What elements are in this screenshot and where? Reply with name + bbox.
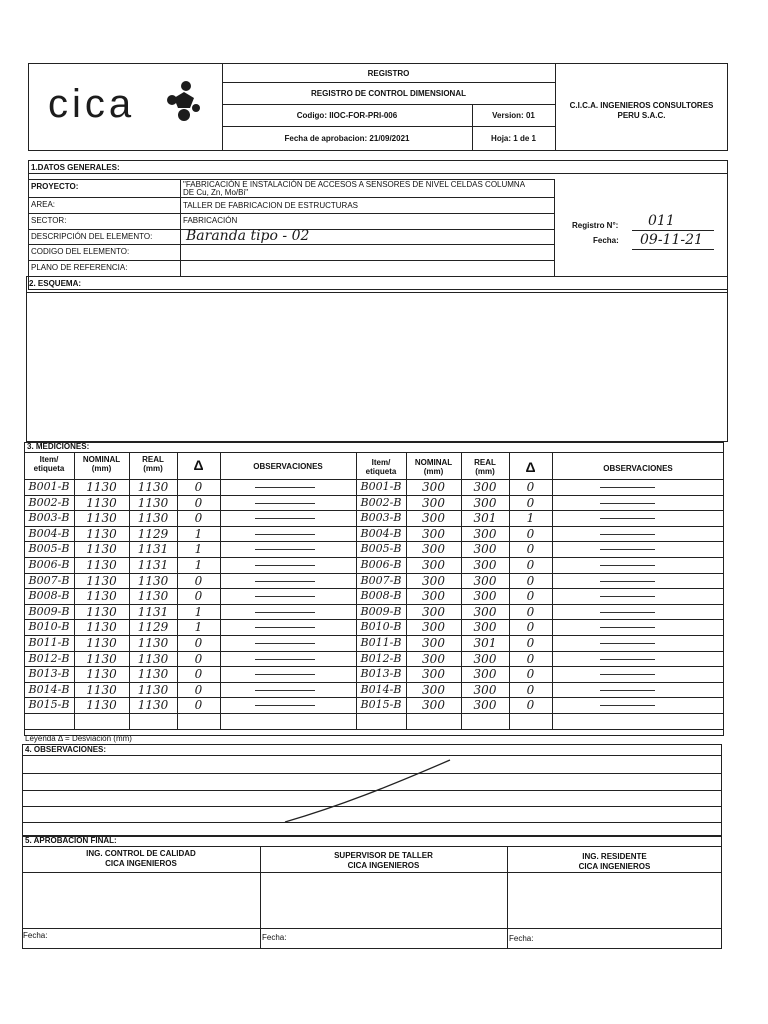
cell-real-left: 1130: [137, 480, 169, 494]
cell-real-right: 300: [473, 542, 497, 557]
project-value-line2: DE Cu, Zn, Mo/Bi": [183, 188, 249, 197]
cell-delta-left: 0: [194, 698, 203, 713]
cell-nominal-right: 300: [422, 589, 445, 604]
cell-delta-right: 0: [526, 558, 535, 572]
company-name-line2: PERU S.A.C.: [617, 111, 666, 120]
observation-dash-left: [255, 565, 315, 566]
observation-dash-right: [600, 503, 655, 504]
observation-dash-left: [255, 596, 315, 597]
cell-nominal-left: 1130: [86, 495, 117, 510]
cell-delta-right: 0: [526, 682, 535, 697]
approval-date-supervisor: Fecha:: [262, 933, 287, 942]
header-item-right: Item/ etiqueta: [365, 458, 397, 476]
cell-delta-left: 0: [194, 636, 203, 650]
cell-nominal-right: 300: [422, 526, 445, 541]
section-1-title: 1.DATOS GENERALES:: [31, 163, 120, 172]
table-col-rule: [552, 452, 553, 729]
header-nominal: NOMINAL (mm): [82, 455, 121, 473]
cell-real-left: 1130: [137, 682, 169, 697]
cell-delta-left: 1: [194, 604, 203, 619]
fecha-underline: [632, 249, 714, 250]
approval-date: Fecha de aprobacion: 21/09/2021: [284, 134, 410, 143]
company-name: C.I.C.A. INGENIEROS CONSULTORES: [569, 101, 714, 110]
cell-nominal-right: 300: [422, 480, 445, 494]
approval-quality-title: ING. CONTROL DE CALIDAD CICA INGENIEROS: [86, 849, 196, 868]
cell-nominal-left: 1130: [86, 604, 117, 619]
cell-nominal-left: 1130: [86, 526, 117, 541]
page-number: Hoja: 1 de 1: [491, 134, 536, 143]
label-project: PROYECTO:: [31, 182, 79, 191]
cell-delta-right: 0: [526, 698, 535, 713]
cell-real-left: 1130: [137, 511, 169, 526]
cell-nominal-right: 300: [422, 620, 445, 635]
row-rule: [28, 173, 728, 174]
cell-real-left: 1130: [137, 573, 169, 588]
cell-real-right: 300: [473, 495, 497, 510]
observation-dash-right: [600, 534, 655, 535]
cell-real-left: 1130: [137, 636, 169, 650]
observation-dash-right: [600, 549, 655, 550]
cell-delta-right: 0: [526, 573, 535, 588]
observation-dash-left: [255, 674, 315, 675]
cell-delta-left: 0: [194, 651, 203, 666]
cell-delta-left: 0: [194, 511, 203, 526]
cell-delta-right: 0: [526, 542, 535, 557]
cell-real-left: 1130: [137, 667, 169, 682]
cell-real-right: 300: [473, 604, 497, 619]
cell-nominal-right: 300: [422, 651, 445, 666]
cell-item-right: B009-B: [360, 604, 402, 618]
cell-delta-right: 0: [526, 620, 535, 635]
cell-real-left: 1131: [137, 604, 169, 619]
observation-dash-left: [255, 581, 315, 582]
cell-item-right: B006-B: [360, 558, 402, 571]
observation-dash-right: [600, 627, 655, 628]
sector-value: FABRICACIÓN: [183, 216, 238, 225]
fecha-label: Fecha:: [593, 236, 619, 245]
cell-nominal-right: 300: [422, 636, 445, 650]
observation-dash-left: [255, 705, 315, 706]
cell-real-right: 301: [473, 511, 497, 526]
fecha-value: 09-11-21: [640, 232, 703, 248]
observation-dash-left: [255, 643, 315, 644]
observation-dash-left: [255, 549, 315, 550]
header-observations-right: OBSERVACIONES: [603, 464, 673, 473]
cell-delta-right: 0: [526, 636, 535, 650]
cell-item-right: B001-B: [360, 480, 402, 493]
cell-nominal-right: 300: [422, 558, 445, 572]
cell-nominal-right: 300: [422, 542, 445, 557]
cell-item-left: B009-B: [28, 604, 70, 618]
row-rule: [28, 213, 554, 214]
header-delta: Δ: [193, 457, 204, 473]
cell-item-left: B004-B: [28, 526, 70, 540]
cell-real-right: 300: [473, 526, 497, 541]
cell-delta-right: 0: [526, 480, 535, 494]
table-row-rule: [24, 729, 724, 730]
table-col-rule: [220, 452, 221, 729]
cell-nominal-left: 1130: [86, 698, 117, 713]
label-element-code: CODIGO DEL ELEMENTO:: [31, 247, 130, 256]
cell-real-right: 300: [473, 651, 497, 666]
observation-dash-right: [600, 674, 655, 675]
row-rule: [28, 244, 554, 245]
observation-dash-left: [255, 659, 315, 660]
label-area: AREA:: [31, 200, 56, 209]
cell-nominal-right: 300: [422, 511, 445, 526]
cell-delta-left: 0: [194, 480, 203, 494]
cell-delta-left: 1: [194, 558, 203, 572]
project-value: "FABRICACIÓN E INSTALACIÓN DE ACCESOS A SENSORES DE NIVEL CELDAS COLUMNA: [183, 180, 526, 189]
cell-real-left: 1130: [137, 589, 169, 604]
label-description: DESCRIPCIÓN DEL ELEMENTO:: [31, 232, 153, 241]
observation-dash-right: [600, 518, 655, 519]
cell-nominal-right: 300: [422, 667, 445, 682]
legend: Leyenda Δ = Desviación (mm): [25, 734, 132, 743]
observation-dash-left: [255, 503, 315, 504]
schema-frame: [26, 276, 728, 442]
approval-resident-title: ING. RESIDENTE CICA INGENIEROS: [578, 852, 651, 871]
cell-nominal-right: 300: [422, 682, 445, 697]
section-3-title: 3. MEDICIONES:: [27, 442, 90, 451]
cell-delta-right: 0: [526, 589, 535, 604]
cell-item-right: B003-B: [360, 511, 402, 525]
header-item: Item/ etiqueta: [33, 455, 65, 473]
cell-item-left: B015-B: [28, 698, 70, 712]
header-real: REAL (mm): [142, 455, 164, 473]
header-nominal-right: NOMINAL (mm): [414, 458, 453, 476]
row-rule: [26, 292, 728, 293]
approval-supervisor-title: SUPERVISOR DE TALLER CICA INGENIEROS: [334, 851, 433, 870]
cell-nominal-right: 300: [422, 604, 445, 619]
cell-item-right: B008-B: [360, 589, 402, 603]
company-logo-icon: [160, 78, 206, 124]
observation-dash-right: [600, 581, 655, 582]
row-rule: [22, 846, 722, 847]
cell-item-right: B011-B: [360, 636, 402, 649]
section-5-title: 5. APROBACION FINAL:: [25, 836, 117, 845]
cell-item-right: B004-B: [360, 526, 402, 540]
cell-item-left: B007-B: [28, 573, 70, 587]
strike-through-line: [280, 756, 460, 826]
observation-dash-left: [255, 690, 315, 691]
observation-dash-left: [255, 627, 315, 628]
cell-item-left: B005-B: [28, 542, 70, 556]
cell-item-right: B010-B: [360, 620, 402, 634]
description-value: Baranda tipo - 02: [186, 228, 310, 244]
label-sector: SECTOR:: [31, 216, 67, 225]
cell-nominal-left: 1130: [86, 573, 117, 588]
approval-date-quality: Fecha:: [23, 931, 48, 940]
cell-real-left: 1130: [137, 698, 169, 713]
cell-item-left: B008-B: [28, 589, 70, 603]
cell-item-right: B015-B: [360, 698, 402, 712]
cell-real-left: 1130: [137, 651, 169, 666]
registro-value: 011: [648, 213, 675, 229]
label-reference-plan: PLANO DE REFERENCIA:: [31, 263, 128, 272]
cell-delta-right: 0: [526, 526, 535, 541]
cell-delta-right: 0: [526, 604, 535, 619]
observation-dash-left: [255, 534, 315, 535]
registro-underline: [632, 230, 714, 231]
header-delta-right: Δ: [525, 459, 536, 475]
cell-item-left: B006-B: [28, 558, 70, 571]
doc-title: REGISTRO DE CONTROL DIMENSIONAL: [311, 89, 466, 98]
cell-nominal-right: 300: [422, 698, 445, 713]
cell-real-left: 1129: [137, 526, 169, 541]
cell-nominal-left: 1130: [86, 542, 117, 557]
cell-delta-right: 0: [526, 651, 535, 666]
cell-item-right: B014-B: [360, 682, 402, 696]
cell-nominal-right: 300: [422, 495, 445, 510]
header-real-right: REAL (mm): [474, 458, 496, 476]
cell-item-right: B013-B: [360, 667, 402, 681]
registro-label: Registro N°:: [572, 221, 619, 230]
col-rule: [554, 179, 555, 276]
cell-real-right: 300: [473, 698, 497, 713]
row-rule: [28, 197, 554, 198]
cell-item-right: B007-B: [360, 573, 402, 587]
cell-nominal-left: 1130: [86, 636, 117, 650]
cell-real-right: 300: [473, 573, 497, 588]
cell-delta-left: 1: [194, 542, 203, 557]
observation-dash-right: [600, 487, 655, 488]
area-value: TALLER DE FABRICACION DE ESTRUCTURAS: [183, 201, 358, 210]
cell-item-left: B011-B: [28, 636, 70, 649]
cell-real-right: 300: [473, 667, 497, 682]
cell-nominal-left: 1130: [86, 667, 117, 682]
doc-code: Codigo: IIOC-FOR-PRI-006: [296, 111, 398, 120]
cell-real-right: 300: [473, 682, 497, 697]
observation-dash-right: [600, 612, 655, 613]
observation-dash-right: [600, 643, 655, 644]
observation-dash-right: [600, 659, 655, 660]
row-rule: [22, 872, 722, 873]
header-rule: [222, 104, 555, 105]
cell-delta-right: 0: [526, 495, 535, 510]
cell-real-right: 300: [473, 620, 497, 635]
cell-item-left: B010-B: [28, 620, 70, 634]
cell-delta-left: 0: [194, 589, 203, 604]
cell-item-left: B012-B: [28, 651, 70, 665]
cell-nominal-left: 1130: [86, 651, 117, 666]
observation-dash-left: [255, 518, 315, 519]
observation-dash-right: [600, 690, 655, 691]
observation-dash-right: [600, 565, 655, 566]
cell-delta-left: 1: [194, 620, 203, 635]
cell-item-right: B005-B: [360, 542, 402, 556]
header-rule: [222, 126, 555, 127]
cell-item-left: B013-B: [28, 667, 70, 681]
cell-real-left: 1129: [137, 620, 169, 635]
doc-type: REGISTRO: [367, 69, 410, 78]
cell-nominal-left: 1130: [86, 589, 117, 604]
observation-dash-right: [600, 596, 655, 597]
cell-nominal-left: 1130: [86, 480, 117, 494]
cell-item-left: B003-B: [28, 511, 70, 525]
observation-dash-left: [255, 487, 315, 488]
cell-delta-left: 0: [194, 667, 203, 682]
col-rule: [180, 179, 181, 276]
cell-real-right: 300: [473, 558, 497, 572]
section-4-title: 4. OBSERVACIONES:: [25, 745, 107, 754]
cell-real-right: 300: [473, 480, 497, 494]
cell-nominal-left: 1130: [86, 511, 117, 526]
cell-delta-left: 1: [194, 526, 203, 541]
cell-real-left: 1131: [137, 542, 169, 557]
cell-item-left: B002-B: [28, 495, 70, 509]
row-rule: [28, 260, 554, 261]
cell-delta-right: 1: [526, 511, 535, 526]
cell-nominal-left: 1130: [86, 620, 117, 635]
observation-dash-right: [600, 705, 655, 706]
cell-item-right: B002-B: [360, 495, 402, 509]
cell-delta-left: 0: [194, 495, 203, 510]
cell-nominal-left: 1130: [86, 558, 117, 572]
cell-delta-left: 0: [194, 573, 203, 588]
row-rule: [22, 928, 722, 929]
header-observations: OBSERVACIONES: [253, 462, 323, 471]
table-row-rule: [24, 713, 724, 714]
cell-real-left: 1131: [137, 558, 169, 572]
cell-item-right: B012-B: [360, 651, 402, 665]
approval-date-resident: Fecha:: [509, 934, 534, 943]
cell-delta-left: 0: [194, 682, 203, 697]
section-2-title: 2. ESQUEMA:: [29, 279, 82, 288]
cell-real-right: 301: [473, 636, 497, 650]
header-rule: [222, 82, 555, 83]
cell-nominal-left: 1130: [86, 682, 117, 697]
doc-version: Version: 01: [492, 111, 535, 120]
company-logo-text: cica: [48, 82, 136, 126]
cell-item-left: B001-B: [28, 480, 70, 493]
observation-dash-left: [255, 612, 315, 613]
cell-delta-right: 0: [526, 667, 535, 682]
cell-real-right: 300: [473, 589, 497, 604]
cell-nominal-right: 300: [422, 573, 445, 588]
cell-real-left: 1130: [137, 495, 169, 510]
cell-item-left: B014-B: [28, 682, 70, 696]
